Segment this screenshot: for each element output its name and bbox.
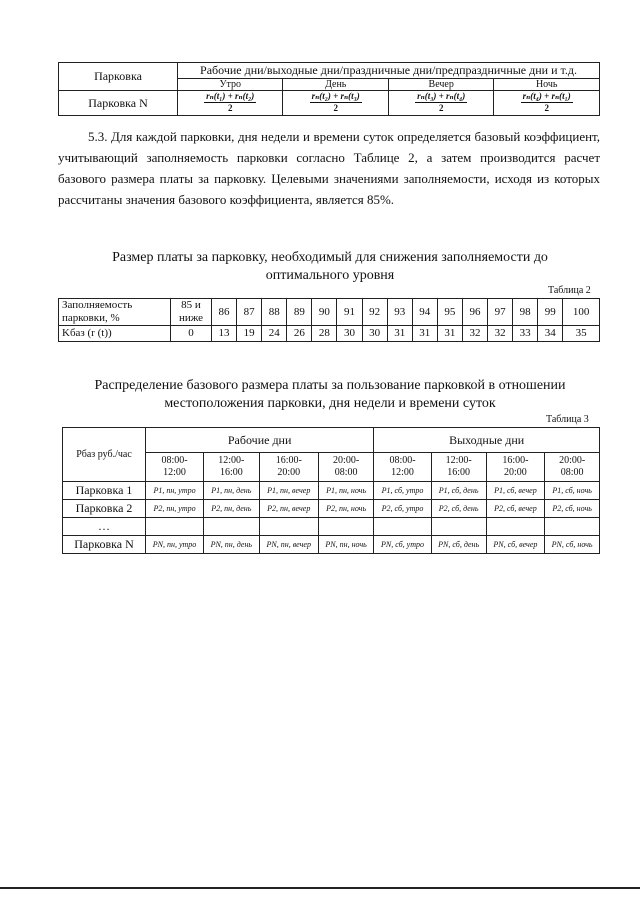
t2-coef-cell: 24 — [262, 326, 287, 342]
t3-fee-cell — [545, 518, 600, 536]
t3-row-label: Парковка 1 — [63, 482, 146, 500]
t3-body — [63, 482, 600, 554]
table-row — [63, 500, 600, 518]
t3-row-label: Парковка N — [63, 536, 146, 554]
t3-fee-cell: P1, сб, утро — [374, 482, 431, 500]
t3-time-cell: 08:00- 12:00 — [374, 453, 431, 482]
t3-group-working: Рабочие дни — [146, 428, 374, 453]
t2-occupancy-cell: 89 — [287, 299, 312, 326]
t1-formula-night: $\frac{\text{rₙ(t₄) + rₙ(t₁)}}{2}$ — [494, 91, 600, 116]
t2-occupancy-row — [59, 299, 600, 326]
t2-coef-cell: 31 — [412, 326, 437, 342]
t2-coef-cell: 35 — [563, 326, 600, 342]
period-formula-table — [58, 62, 600, 116]
t2-occupancy-cell: 99 — [538, 299, 563, 326]
t3-time-cell: 20:00- 08:00 — [545, 453, 600, 482]
t2-coef-cell: 0 — [171, 326, 212, 342]
t1-formula-evening: $\frac{\text{rₙ(t₃) + rₙ(t₄)}}{2}$ — [388, 91, 493, 116]
t2-coef-cell: 32 — [488, 326, 513, 342]
t1-period-day: День — [283, 79, 388, 91]
table2-caption: Таблица 2 — [548, 285, 591, 296]
t3-fee-cell: P1, сб, день — [431, 482, 486, 500]
t3-fee-cell: PN, пн, ночь — [318, 536, 373, 554]
t3-fee-cell: P1, пн, ночь — [318, 482, 373, 500]
t3-fee-cell: PN, пн, утро — [146, 536, 204, 554]
heading-distribution-line1: Распределение базового размера платы за пользование парковкой в отношении — [94, 378, 566, 393]
t2-coef-label: Kбаз (r (t)) — [59, 326, 171, 342]
t3-row-label: Парковка 2 — [63, 500, 146, 518]
t1-formula-day: $\frac{\text{rₙ(t₂) + rₙ(t₃)}}{2}$ — [283, 91, 388, 116]
t3-fee-cell: PN, пн, день — [204, 536, 259, 554]
t3-fee-cell — [204, 518, 259, 536]
t1-parking-header: Парковка — [59, 63, 178, 91]
t3-fee-cell: P2, пн, день — [204, 500, 259, 518]
t2-occupancy-cell: 100 — [563, 299, 600, 326]
heading-occupancy-line2: оптимального уровня — [265, 268, 395, 283]
t2-occupancy-cell: 86 — [212, 299, 237, 326]
t1-period-night: Ночь — [494, 79, 600, 91]
t1-formula-morning: $\frac{\text{rₙ(t₁) + rₙ(t₂)}}{2}$ — [178, 91, 283, 116]
t2-coef-cell: 32 — [462, 326, 487, 342]
t2-coef-cell: 30 — [362, 326, 387, 342]
t2-coef-cell: 31 — [387, 326, 412, 342]
t2-occupancy-label: Заполняемость парковки, % — [59, 299, 171, 326]
t3-fee-cell: P2, сб, ночь — [545, 500, 600, 518]
t1-period-evening: Вечер — [388, 79, 493, 91]
t3-fee-cell: PN, сб, ночь — [545, 536, 600, 554]
t3-time-cell: 12:00- 16:00 — [204, 453, 259, 482]
t3-fee-cell: P2, пн, утро — [146, 500, 204, 518]
t3-fee-cell: P2, сб, вечер — [486, 500, 545, 518]
t1-row-label: Парковка N — [59, 91, 178, 116]
t3-fee-cell: P1, сб, ночь — [545, 482, 600, 500]
t3-fee-cell — [374, 518, 431, 536]
t3-fee-cell: P1, пн, утро — [146, 482, 204, 500]
t3-fee-cell: P2, пн, вечер — [259, 500, 318, 518]
t2-coef-row — [59, 326, 600, 342]
t3-fee-cell — [318, 518, 373, 536]
t3-fee-cell — [259, 518, 318, 536]
t2-occupancy-cell: 98 — [513, 299, 538, 326]
t2-coef-cell: 13 — [212, 326, 237, 342]
heading-distribution-line2: местоположения парковки, дня недели и времени суток — [164, 396, 496, 411]
t3-time-cell: 08:00- 12:00 — [146, 453, 204, 482]
t3-fee-cell — [146, 518, 204, 536]
t2-coef-cell: 30 — [337, 326, 362, 342]
t2-occupancy-cell: 95 — [437, 299, 462, 326]
t2-coef-cell: 28 — [312, 326, 337, 342]
t3-fee-cell: P2, пн, ночь — [318, 500, 373, 518]
t3-fee-cell: P1, пн, день — [204, 482, 259, 500]
t3-fee-cell: P1, сб, вечер — [486, 482, 545, 500]
t2-occupancy-cell: 96 — [462, 299, 487, 326]
t2-coef-cell: 34 — [538, 326, 563, 342]
t3-fee-cell: P2, сб, день — [431, 500, 486, 518]
t3-fee-cell: PN, сб, день — [431, 536, 486, 554]
t3-time-cell: 12:00- 16:00 — [431, 453, 486, 482]
t3-fee-cell: PN, сб, вечер — [486, 536, 545, 554]
footer-rule — [0, 887, 640, 889]
t2-occupancy-cell: 87 — [237, 299, 262, 326]
t1-group-header: Рабочие дни/выходные дни/праздничные дни/предпраздничные дни и т.д. — [178, 63, 600, 79]
t3-time-cell: 20:00- 08:00 — [318, 453, 373, 482]
t2-occupancy-cell: 94 — [412, 299, 437, 326]
t2-coef-cell: 31 — [437, 326, 462, 342]
t3-fee-cell: PN, пн, вечер — [259, 536, 318, 554]
t3-row-label: … — [63, 518, 146, 536]
t2-occupancy-cell: 91 — [337, 299, 362, 326]
base-fee-distribution-table — [62, 427, 600, 554]
t2-occupancy-cell: 97 — [488, 299, 513, 326]
table-row — [63, 482, 600, 500]
paragraph-5-3: 5.3. Для каждой парковки, дня недели и времени суток определяется базовый коэффициент, учитывающий заполняемость парковки согласно Таблице 2, а затем производится расчет базового размера платы за парковку. Целевыми значениями заполняемости, исходя из которых рассчитаны значения базового коэффициента, является 85%. — [58, 129, 600, 207]
t3-corner-header: Pбаз руб./час — [63, 428, 146, 482]
table-row — [63, 536, 600, 554]
t1-period-morning: Утро — [178, 79, 283, 91]
t3-time-cell: 16:00- 20:00 — [259, 453, 318, 482]
t3-fee-cell — [486, 518, 545, 536]
table-row — [63, 518, 600, 536]
t2-coef-cell: 19 — [237, 326, 262, 342]
t3-fee-cell: P1, пн, вечер — [259, 482, 318, 500]
occupancy-coefficient-table — [58, 298, 600, 342]
t3-fee-cell: PN, сб, утро — [374, 536, 431, 554]
t2-occupancy-cell: 88 — [262, 299, 287, 326]
t2-coef-cell: 26 — [287, 326, 312, 342]
t2-occupancy-cell: 93 — [387, 299, 412, 326]
t3-fee-cell — [431, 518, 486, 536]
heading-occupancy-line1: Размер платы за парковку, необходимый для снижения заполняемости до — [112, 250, 548, 265]
t3-group-weekend: Выходные дни — [374, 428, 600, 453]
t3-time-cell: 16:00- 20:00 — [486, 453, 545, 482]
t3-fee-cell: P2, сб, утро — [374, 500, 431, 518]
t2-occupancy-cell: 92 — [362, 299, 387, 326]
t2-occupancy-cell: 90 — [312, 299, 337, 326]
t2-occupancy-cell: 85 и ниже — [171, 299, 212, 326]
t2-coef-cell: 33 — [513, 326, 538, 342]
table3-caption: Таблица 3 — [546, 414, 589, 425]
